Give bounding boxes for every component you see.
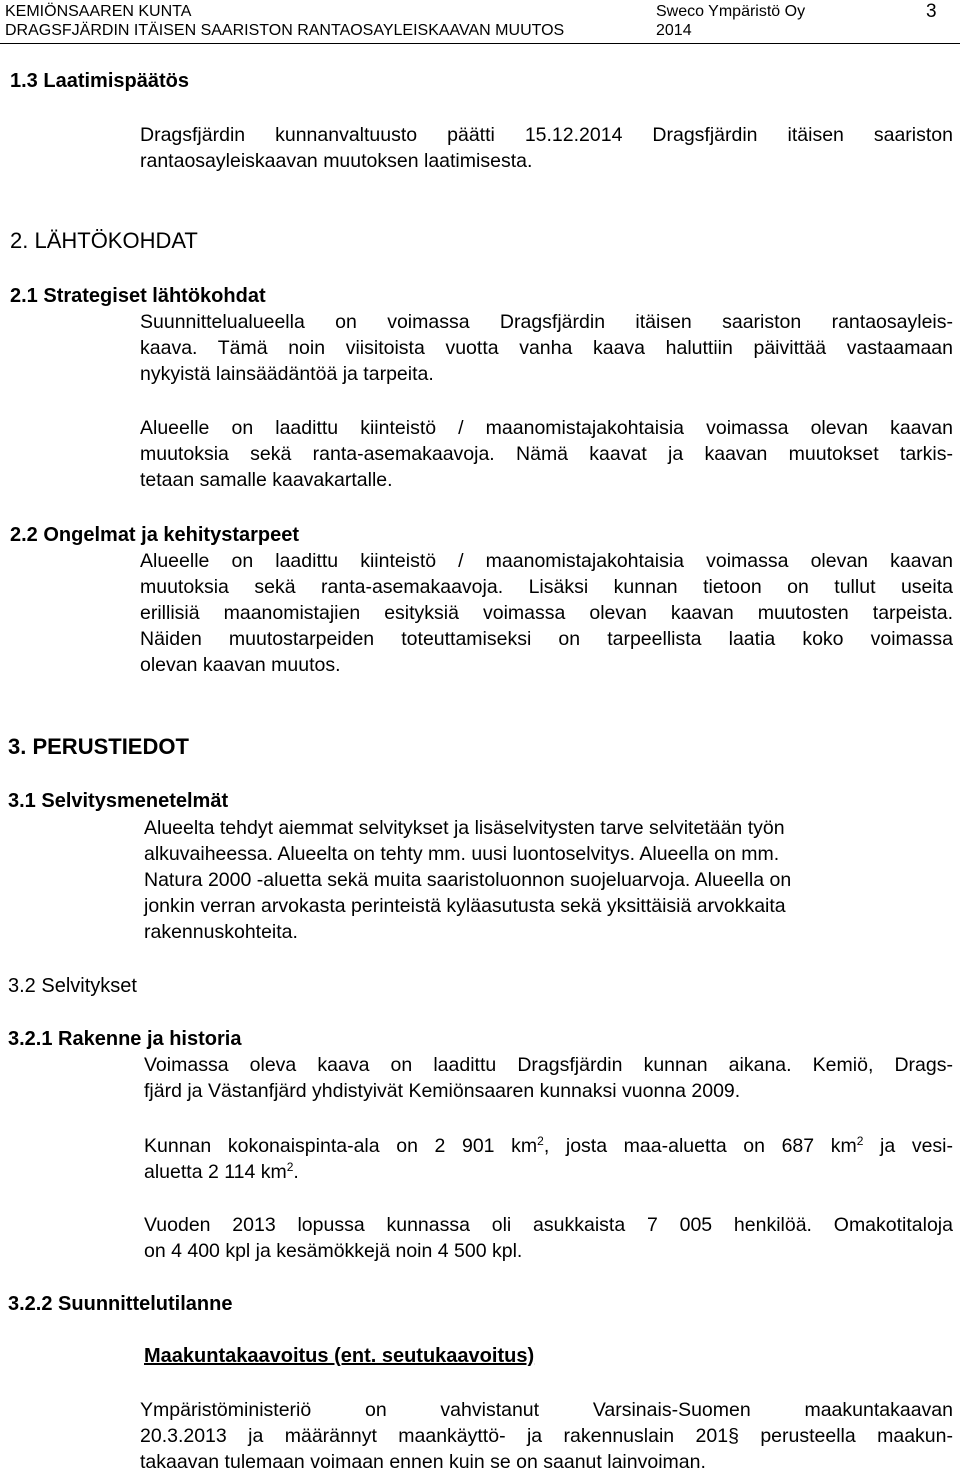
section-symbol: §	[728, 1425, 739, 1447]
text-line: on 4 400 kpl ja kesämökkejä noin 4 500 kpl.	[144, 1240, 523, 1262]
text-line: tetaan samalle kaavakartalle.	[140, 469, 393, 491]
superscript: 2	[856, 1134, 864, 1148]
text-run: aluetta 2 114 km	[144, 1161, 287, 1183]
paragraph-2-2	[140, 548, 953, 678]
text-run: perusteella maakun-	[738, 1425, 953, 1447]
text-line: kaava. Tämä noin viisitoista vuotta vanha kaava haluttiin päivittää vastaamaan	[140, 337, 953, 359]
text-line: Dragsfjärdin kunnanvaltuusto päätti 15.12.2014 Dragsfjärdin itäisen saariston	[140, 124, 953, 146]
heading-1-3: 1.3 Laatimispäätös	[10, 70, 189, 92]
header-company: Sweco Ympäristö Oy	[656, 3, 806, 20]
paragraph-3-2-1-b	[144, 1133, 953, 1185]
text-run: 20.3.2013 ja määrännyt maankäyttö- ja rakennuslain 201	[140, 1425, 729, 1447]
text-line: rantaosayleiskaavan muutoksen laatimisesta.	[140, 150, 533, 172]
paragraph-3-2-2	[140, 1397, 953, 1475]
header-plan-title: DRAGSFJÄRDIN ITÄISEN SAARISTON RANTAOSAYLEISKAAVAN MUUTOS	[5, 22, 565, 39]
paragraph-3-2-1-c	[144, 1212, 953, 1264]
text-line: rakennuskohteita.	[144, 921, 298, 943]
text-line: Suunnittelualueella on voimassa Dragsfjärdin itäisen saariston rantaosayleis-	[140, 311, 953, 333]
paragraph-3-1	[144, 815, 914, 945]
paragraph-1-3	[140, 122, 953, 174]
text-line: Alueelle on laadittu kiinteistö / maanomistajakohtaisia voimassa olevan kaavan	[140, 550, 953, 572]
text-line: Ympäristöministeriö on vahvistanut Varsinais-Suomen maakuntakaavan	[140, 1399, 953, 1421]
text-line: jonkin verran arvokasta perinteistä kyläasutusta sekä yksittäisiä arvokkaita	[144, 895, 786, 917]
paragraph-2-1-b	[140, 415, 953, 493]
superscript: 2	[286, 1160, 294, 1174]
text-line: muutoksia sekä ranta-asemakaavoja. Nämä kaavat ja kaavan muutokset tarkis-	[140, 443, 953, 465]
text-line: olevan kaavan muutos.	[140, 654, 341, 676]
text-line	[140, 1423, 953, 1449]
header-municipality: KEMIÖNSAAREN KUNTA	[5, 3, 192, 20]
text-line	[144, 1159, 953, 1185]
text-line: Alueelle on laadittu kiinteistö / maanomistajakohtaisia voimassa olevan kaavan	[140, 417, 953, 439]
heading-3-2: 3.2 Selvitykset	[8, 975, 137, 997]
text-line: Näiden muutostarpeiden toteuttamiseksi on tarpeellista laatia koko voimassa	[140, 628, 953, 650]
text-run: .	[293, 1161, 299, 1183]
subheading-maakuntakaavoitus: Maakuntakaavoitus (ent. seutukaavoitus)	[144, 1345, 535, 1367]
text-line: fjärd ja Västanfjärd yhdistyivät Kemiönsaaren kunnaksi vuonna 2009.	[144, 1080, 741, 1102]
text-line: Alueelta tehdyt aiemmat selvitykset ja lisäselvitysten tarve selvitetään työn	[144, 817, 785, 839]
text-run: ja vesi-	[863, 1135, 954, 1157]
superscript: 2	[537, 1134, 544, 1148]
text-line: Natura 2000 -aluetta sekä muita saaristoluonnon suojeluarvoja. Alueella on	[144, 869, 792, 891]
paragraph-3-2-1-a	[144, 1052, 953, 1104]
page-number: 3	[926, 1, 937, 22]
text-line: Voimassa oleva kaava on laadittu Dragsfjärdin kunnan aikana. Kemiö, Drags-	[144, 1054, 953, 1076]
heading-3-2-1: 3.2.1 Rakenne ja historia	[8, 1028, 242, 1050]
heading-3-1: 3.1 Selvitysmenetelmät	[8, 790, 229, 812]
heading-3-2-2: 3.2.2 Suunnittelutilanne	[8, 1293, 233, 1315]
text-line: nykyistä lainsäädäntöä ja tarpeita.	[140, 363, 434, 385]
header-divider	[0, 43, 960, 44]
header-year: 2014	[656, 22, 692, 39]
paragraph-2-1-a	[140, 309, 953, 387]
text-line	[144, 1133, 953, 1159]
text-line: takaavan tulemaan voimaan ennen kuin se on saanut lainvoiman.	[140, 1451, 706, 1473]
text-line: erillisiä maanomistajien esityksiä voimassa olevan kaavan muutosten tarpeista.	[140, 602, 953, 624]
heading-3: 3. PERUSTIEDOT	[8, 734, 189, 759]
heading-2: 2. LÄHTÖKOHDAT	[10, 228, 198, 253]
text-run: , josta maa-aluetta on 687 km	[543, 1135, 857, 1157]
text-run: Kunnan kokonaispinta-ala on 2 901 km	[144, 1135, 538, 1157]
text-line: alkuvaiheessa. Alueelta on tehty mm. uusi luontoselvitys. Alueella on mm.	[144, 843, 780, 865]
text-line: Vuoden 2013 lopussa kunnassa oli asukkaista 7 005 henkilöä. Omakotitaloja	[144, 1214, 953, 1236]
heading-2-2: 2.2 Ongelmat ja kehitystarpeet	[10, 524, 300, 546]
text-line: muutoksia sekä ranta-asemakaavoja. Lisäksi kunnan tietoon on tullut useita	[140, 576, 953, 598]
heading-2-1: 2.1 Strategiset lähtökohdat	[10, 285, 266, 307]
